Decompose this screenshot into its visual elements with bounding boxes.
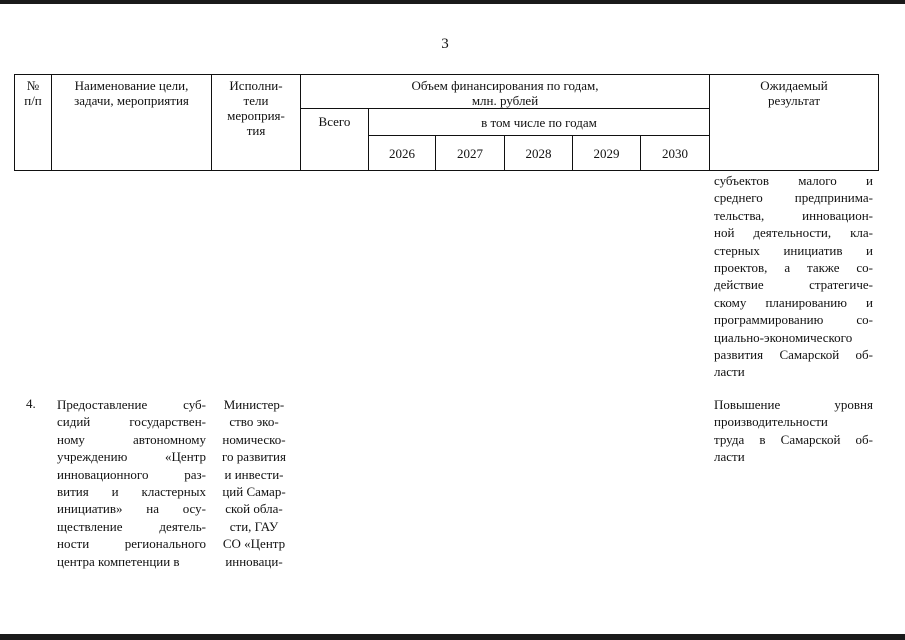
header-year-2030: 2030 bbox=[641, 136, 710, 171]
header-financing: Объем финансирования по годам, млн. рублей bbox=[301, 75, 710, 109]
header-result: Ожидаемый результат bbox=[710, 75, 879, 171]
row-name-text: Предоставление суб- сидий государствен- ному автономному учреждению «Центр инновационного раз- вития и кластерных инициатив» на осу- ществление деятель- ности регионального центра компетенции в bbox=[57, 397, 206, 569]
continued-result-text: субъектов малого и среднего предпринима- тельства, инновацион- ной деятельности, кла- стерных инициатив и проектов, а также со- действие стратегиче- скому планированию и программированию со- циально-экономического развития Самарской об- ласти bbox=[714, 173, 873, 380]
header-number: № п/п bbox=[15, 75, 52, 171]
header-including-years: в том числе по годам bbox=[369, 109, 710, 136]
row-result-text: Повышение уровня производительности труда в Самарской об- ласти bbox=[714, 397, 873, 465]
row-executors-text: Министер- ство эко- номическо- го развития и инвести- ций Самар- ской обла- сти, ГАУ СО «Центр инноваци- bbox=[222, 397, 286, 569]
header-name: Наименование цели, задачи, мероприятия bbox=[52, 75, 212, 171]
header-year-2028: 2028 bbox=[505, 136, 573, 171]
bottom-border bbox=[0, 634, 905, 640]
header-year-2027: 2027 bbox=[436, 136, 505, 171]
header-executors: Исполни- тели мероприя- тия bbox=[212, 75, 301, 171]
header-total: Всего bbox=[301, 109, 369, 171]
top-border bbox=[0, 0, 905, 4]
header-year-2029: 2029 bbox=[573, 136, 641, 171]
header-table bbox=[14, 74, 879, 171]
header-year-2026: 2026 bbox=[369, 136, 436, 171]
row-number: 4. bbox=[26, 396, 36, 411]
page-number: 3 bbox=[441, 36, 449, 52]
